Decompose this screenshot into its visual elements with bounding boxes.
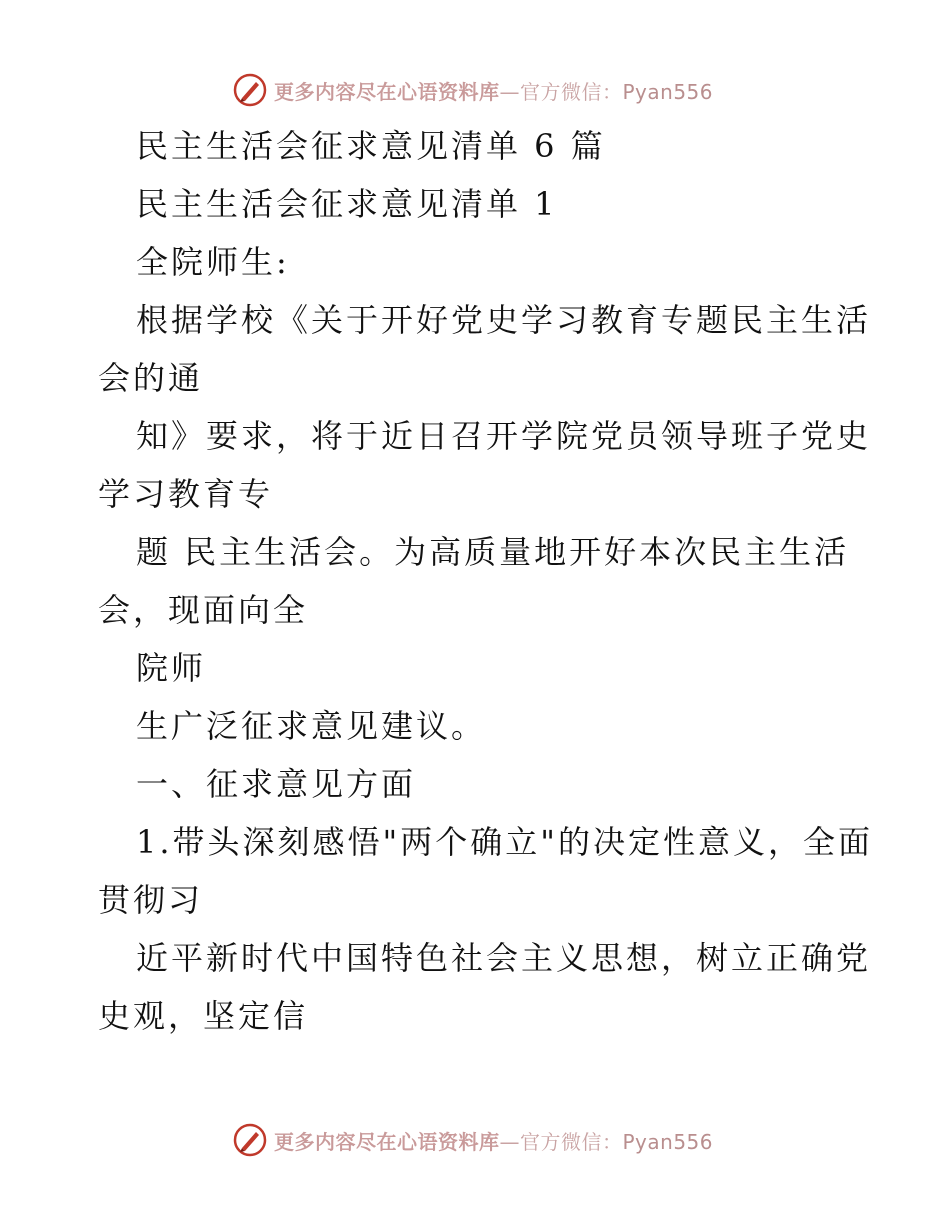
header-watermark [232, 72, 713, 108]
paragraph-line: 史观，坚定信 [98, 997, 309, 1035]
paragraph-line: 会的通 [98, 359, 204, 397]
pen-logo-icon [232, 1122, 268, 1158]
paragraph-line: 会，现面向全 [98, 591, 309, 629]
list-item: 1.带头深刻感悟"两个确立"的决定性意义，全面 [136, 823, 873, 861]
footer-watermark [232, 1122, 713, 1158]
paragraph-line: 贯彻习 [98, 881, 204, 919]
paragraph-line: 近平新时代中国特色社会主义思想，树立正确党 [136, 939, 872, 977]
watermark-text: 更多内容尽在心语资料库—官方微信：Pyan556 [274, 1129, 714, 1154]
paragraph-line: 学习教育专 [98, 475, 274, 513]
section-heading: 一、征求意见方面 [136, 765, 417, 803]
salutation: 全院师生: [136, 243, 290, 281]
paragraph-line: 院师 [136, 649, 207, 687]
paragraph-line: 知》要求，将于近日召开学院党员领导班子党史 [136, 417, 872, 455]
watermark-text: 更多内容尽在心语资料库—官方微信：Pyan556 [274, 79, 714, 104]
paragraph-line: 题 民主生活会。为高质量地开好本次民主生活 [136, 533, 850, 571]
paragraph-line: 生广泛征求意见建议。 [136, 707, 487, 745]
section-title: 民主生活会征求意见清单 1 [136, 185, 558, 223]
paragraph-line: 根据学校《关于开好党史学习教育专题民主生活 [136, 301, 872, 339]
document-title: 民主生活会征求意见清单 6 篇 [136, 127, 606, 165]
pen-logo-icon [232, 72, 268, 108]
